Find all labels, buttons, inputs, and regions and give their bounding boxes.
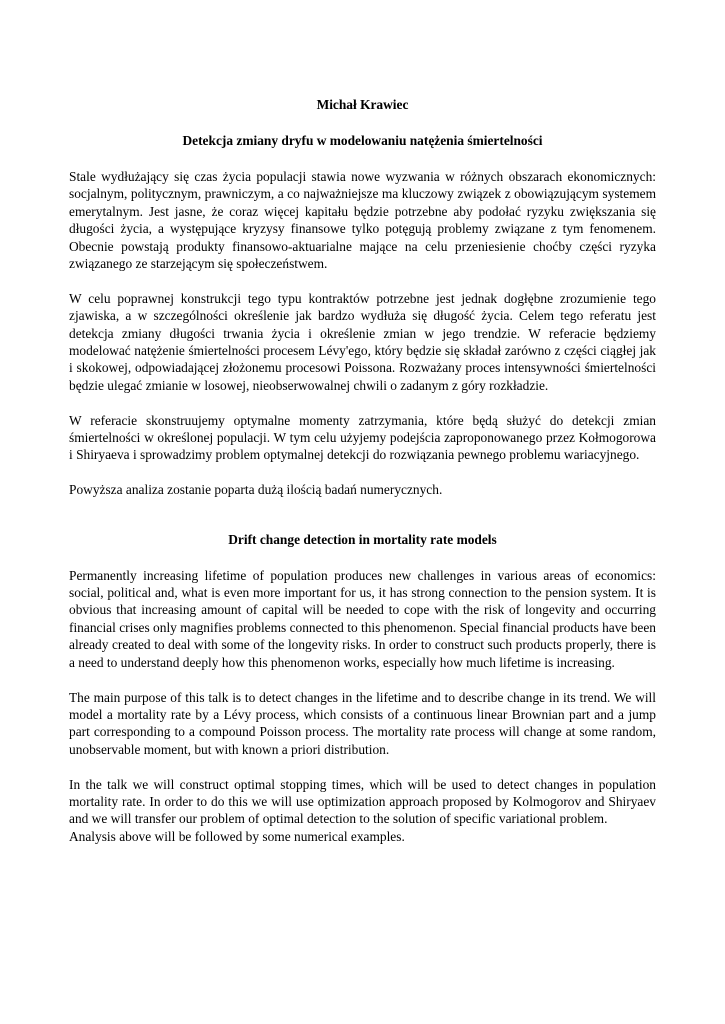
author-name: Michał Krawiec [316,97,409,112]
polish-paragraph-2: W celu poprawnej konstrukcji tego typu kontraktów potrzebne jest jednak dogłębne zrozumienie tego zjawiska, a w szczególności określenie jak bardzo wydłuża się długość życia. Celem tego referatu jest detekcja zmiany długości trwania życia i określenie zmian w jego trendzie. W referacie będziemy modelować natężenie śmiertelności procesem Lévy'ego, który będzie się składał zarówno z części ciągłej jak i skokowej, odpowiadającej złożonemu procesowi Poissona. Rozważany proces intensywności śmiertelności będzie ulegać zmianie w losowej, nieobserwowalnej chwili o zadanym z góry rozkładzie. [69,290,656,393]
polish-title: Detekcja zmiany dryfu w modelowaniu natężenia śmiertelności [182,133,543,148]
english-paragraph-1: Permanently increasing lifetime of population produces new challenges in various areas of economics: social, political and, what is even more important for us, it has strong connection to the pension system. It is obvious that increasing amount of capital will be needed to cope with the risk of longevity and occurring financial crises only magnifies problems connected to this phenomenon. Special financial products have been already created to deal with some of the longevity risks. In order to construct such products properly, there is a need to understand deeply how this phenomenon works, especially how much lifetime is increasing. [69,567,656,670]
english-paragraph-4: Analysis above will be followed by some numerical examples. [69,828,405,844]
polish-paragraph-4: Powyższa analiza zostanie poparta dużą ilością badań numerycznych. [69,482,443,498]
english-title: Drift change detection in mortality rate models [228,531,497,547]
polish-paragraph-3: W referacie skonstruujemy optymalne momenty zatrzymania, które będą służyć do detekcji zmian śmiertelności w określonej populacji. W tym celu użyjemy podejścia zaproponowanego przez Kołmogorowa i Shiryaeva i sprowadzimy problem optymalnej detekcji do rozwiązania pewnego problemu wariacyjnego. [69,412,656,463]
document-page [69,96,656,863]
english-paragraph-2: The main purpose of this talk is to detect changes in the lifetime and to describe change in its trend. We will model a mortality rate by a Lévy process, which consists of a continuous linear Brownian part and a jump part corresponding to a compound Poisson process. The mortality rate process will change at some random, unobservable moment, but with known a priori distribution. [69,689,656,757]
english-paragraph-3: In the talk we will construct optimal stopping times, which will be used to detect changes in population mortality rate. In order to do this we will use optimization approach proposed by Kolmogorov and Shiryaev and we will transfer our problem of optimal detection to the solution of specific variational problem. [69,776,656,827]
polish-paragraph-1: Stale wydłużający się czas życia populacji stawia nowe wyzwania w różnych obszarach ekonomicznych: socjalnym, politycznym, prawniczym, a co najważniejsze ma kluczowy związek z obowiązującym systemem emerytalnym. Jest jasne, że coraz więcej kapitału będzie potrzebne aby podołać ryzyku zwiększania się długości życia, a występujące kryzysy finansowe tylko potęgują problemy związane z tym fenomenem. Obecnie powstają produkty finansowo-aktuarialne mające na celu przeniesienie choćby części ryzyka związanego ze starzejącym się społeczeństwem. [69,169,656,272]
